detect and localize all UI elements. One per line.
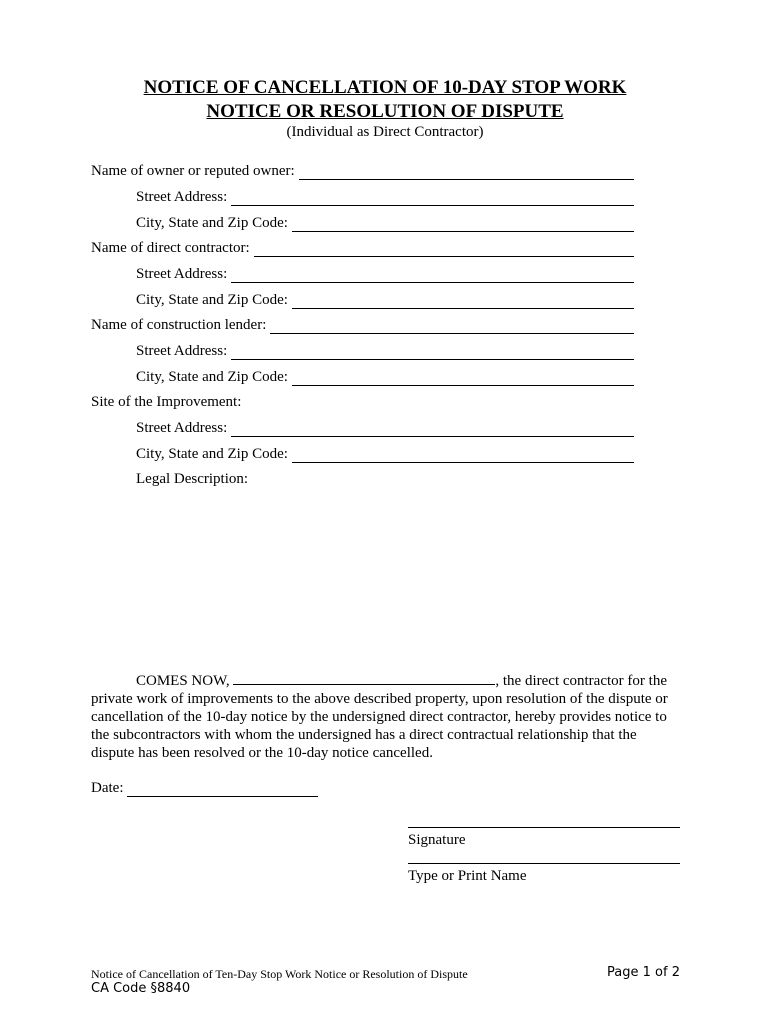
lender-street-blank[interactable]: [231, 343, 634, 360]
contractor-city-field[interactable]: [136, 289, 634, 309]
owner-name-blank[interactable]: [299, 163, 634, 180]
body-text: , the direct contractor for the private work of improvements to the above described property, upon resolution of the dispute or cancellation of the 10-day notice by the undersigned direct contractor, hereby provides notice to the subcontractors with whom the undersigned has a direct contractual relationship that the dispute has been resolved or the 10-day notice cancelled.: [91, 673, 668, 761]
date-blank[interactable]: [127, 780, 318, 797]
owner-street-blank[interactable]: [231, 189, 634, 206]
contractor-city-blank[interactable]: [292, 292, 634, 309]
print-name-line[interactable]: [408, 863, 680, 864]
contractor-street-blank[interactable]: [231, 266, 634, 283]
lender-city-field[interactable]: [136, 366, 634, 386]
site-city-field[interactable]: [136, 443, 634, 463]
document-title-line-2: NOTICE OR RESOLUTION OF DISPUTE: [206, 101, 564, 122]
site-street-field[interactable]: [136, 417, 634, 437]
contractor-street-label: Street Address:: [136, 266, 228, 282]
legal-description-field: [136, 468, 634, 488]
lender-name-field[interactable]: [91, 314, 634, 334]
contractor-city-label: City, State and Zip Code:: [136, 292, 288, 308]
document-title-line-1: NOTICE OF CANCELLATION OF 10-DAY STOP WORK: [143, 77, 627, 98]
owner-street-field[interactable]: [136, 186, 634, 206]
owner-name-label: Name of owner or reputed owner:: [91, 163, 295, 179]
signature-label: Signature: [408, 832, 466, 848]
contractor-name-blank-inline[interactable]: [233, 671, 495, 685]
site-street-label: Street Address:: [136, 420, 228, 436]
document-subtitle: (Individual as Direct Contractor): [286, 124, 484, 140]
lender-street-label: Street Address:: [136, 343, 228, 359]
footer-page-number: Page 1 of 2: [607, 965, 680, 980]
lender-name-blank[interactable]: [270, 317, 634, 334]
owner-name-field[interactable]: [91, 160, 634, 180]
print-name-label: Type or Print Name: [408, 868, 527, 884]
lender-name-label: Name of construction lender:: [91, 317, 267, 333]
date-field[interactable]: [91, 777, 318, 797]
owner-city-blank[interactable]: [292, 215, 634, 232]
body-paragraph: [91, 671, 673, 762]
contractor-name-blank[interactable]: [254, 240, 634, 257]
lender-street-field[interactable]: [136, 340, 634, 360]
owner-street-label: Street Address:: [136, 189, 228, 205]
footer-code: CA Code §8840: [91, 981, 191, 996]
site-city-label: City, State and Zip Code:: [136, 446, 288, 462]
site-label: Site of the Improvement:: [91, 394, 242, 410]
lender-city-label: City, State and Zip Code:: [136, 369, 288, 385]
footer-document-title: Notice of Cancellation of Ten-Day Stop Work Notice or Resolution of Dispute: [91, 967, 468, 981]
lender-city-blank[interactable]: [292, 369, 634, 386]
contractor-street-field[interactable]: [136, 263, 634, 283]
contractor-name-label: Name of direct contractor:: [91, 240, 250, 256]
owner-city-label: City, State and Zip Code:: [136, 215, 288, 231]
contractor-name-field[interactable]: [91, 237, 634, 257]
site-street-blank[interactable]: [231, 420, 634, 437]
signature-line[interactable]: [408, 827, 680, 828]
date-label: Date:: [91, 780, 124, 796]
comes-now-text: COMES NOW,: [136, 673, 230, 689]
owner-city-field[interactable]: [136, 212, 634, 232]
legal-description-label: Legal Description:: [136, 471, 249, 487]
site-city-blank[interactable]: [292, 446, 634, 463]
site-heading: [91, 391, 634, 411]
